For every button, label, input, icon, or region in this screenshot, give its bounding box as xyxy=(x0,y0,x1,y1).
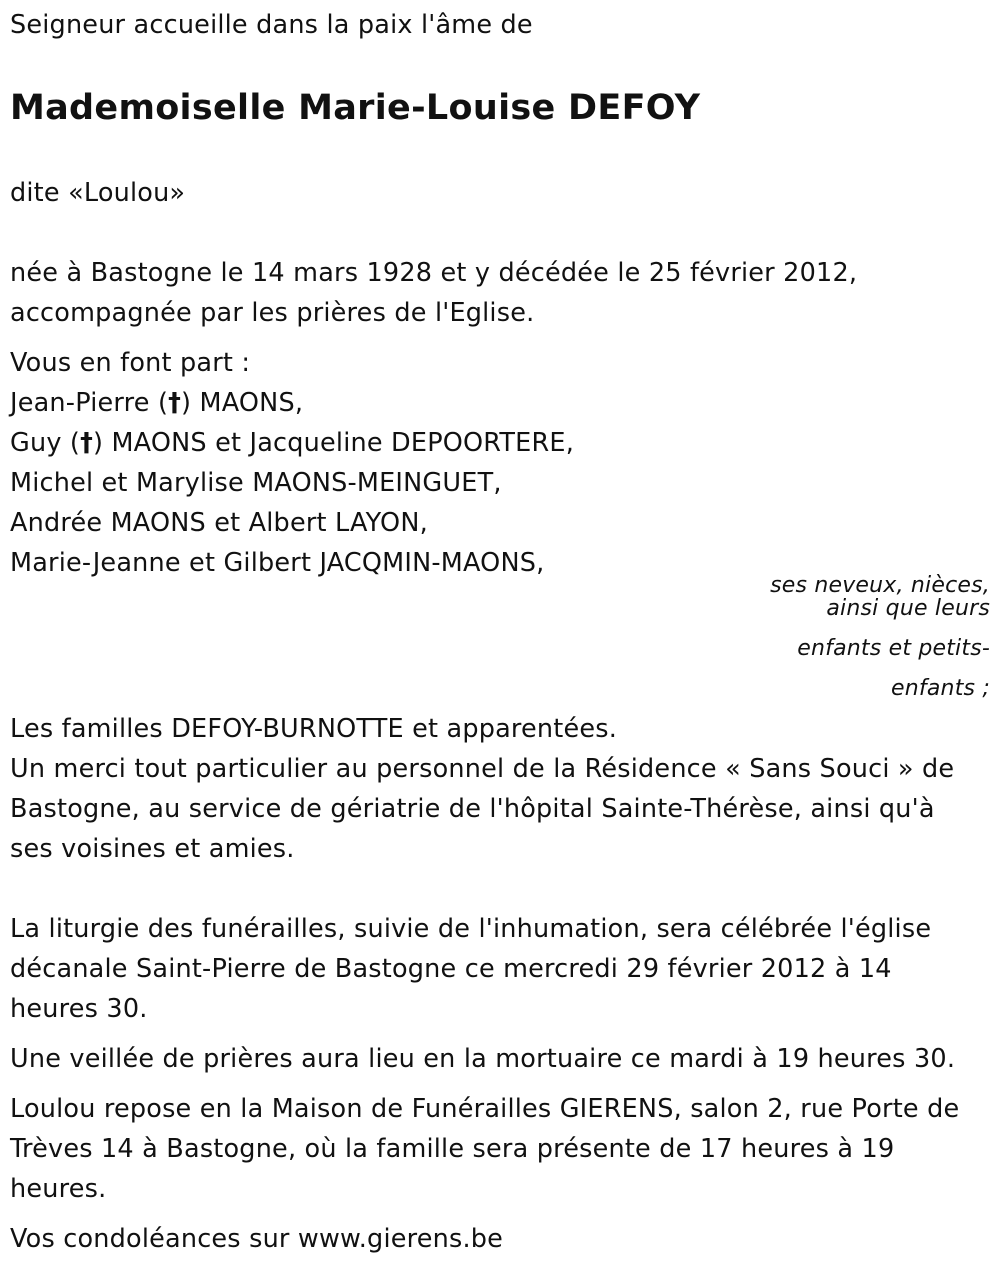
liturgy-line: décanale Saint-Pierre de Bastogne ce mercredi 29 février 2012 à 14 xyxy=(10,954,892,984)
thanks-line: ses voisines et amies. xyxy=(10,834,295,864)
liturgy-line: heures 30. xyxy=(10,994,148,1024)
thanks-line: Bastogne, au service de gériatrie de l'hôpital Sainte-Thérèse, ainsi qu'à xyxy=(10,794,935,824)
relation-line: ainsi que leurs xyxy=(826,596,990,621)
cross-icon: † xyxy=(80,428,94,458)
announcers-heading: Vous en font part : xyxy=(10,348,251,378)
relation-line: ses neveux, nièces, xyxy=(770,573,990,598)
announcer-line: Andrée MAONS et Albert LAYON, xyxy=(10,508,428,538)
thanks-line: Un merci tout particulier au personnel de la Résidence « Sans Souci » de xyxy=(10,754,955,784)
nickname-text: dite «Loulou» xyxy=(10,178,186,208)
liturgy-line: La liturgie des funérailles, suivie de l'inhumation, sera célébrée l'église xyxy=(10,914,932,944)
condolences-text: Vos condoléances sur www.gierens.be xyxy=(10,1224,504,1254)
announcer-name-part: Guy ( xyxy=(10,428,81,458)
families-text: Les familles DEFOY-BURNOTTE et apparentées. xyxy=(10,714,618,744)
deceased-name: Mademoiselle Marie-Louise DEFOY xyxy=(10,88,701,128)
announcer-name-part: ) MAONS, xyxy=(181,388,304,418)
announcer-line: Marie-Jeanne et Gilbert JACQMIN-MAONS, xyxy=(10,548,545,578)
repose-line: Loulou repose en la Maison de Funérailles GIERENS, salon 2, rue Porte de xyxy=(10,1094,960,1124)
announcer-line xyxy=(10,388,303,418)
cross-icon: † xyxy=(168,388,182,418)
repose-line: Trèves 14 à Bastogne, où la famille sera présente de 17 heures à 19 xyxy=(10,1134,895,1164)
intro-text: Seigneur accueille dans la paix l'âme de xyxy=(10,10,533,40)
birth-death-text: née à Bastogne le 14 mars 1928 et y décédée le 25 février 2012, xyxy=(10,258,858,288)
vigil-text: Une veillée de prières aura lieu en la mortuaire ce mardi à 19 heures 30. xyxy=(10,1044,956,1074)
announcer-name-part: Jean-Pierre ( xyxy=(10,388,169,418)
prayers-text: accompagnée par les prières de l'Eglise. xyxy=(10,298,535,328)
announcer-name-part: ) MAONS et Jacqueline DEPOORTERE, xyxy=(93,428,574,458)
announcer-line xyxy=(10,428,574,458)
announcer-line: Michel et Marylise MAONS-MEINGUET, xyxy=(10,468,502,498)
relation-line: enfants et petits- xyxy=(797,636,990,661)
relation-line: enfants ; xyxy=(891,676,990,701)
repose-line: heures. xyxy=(10,1174,107,1204)
